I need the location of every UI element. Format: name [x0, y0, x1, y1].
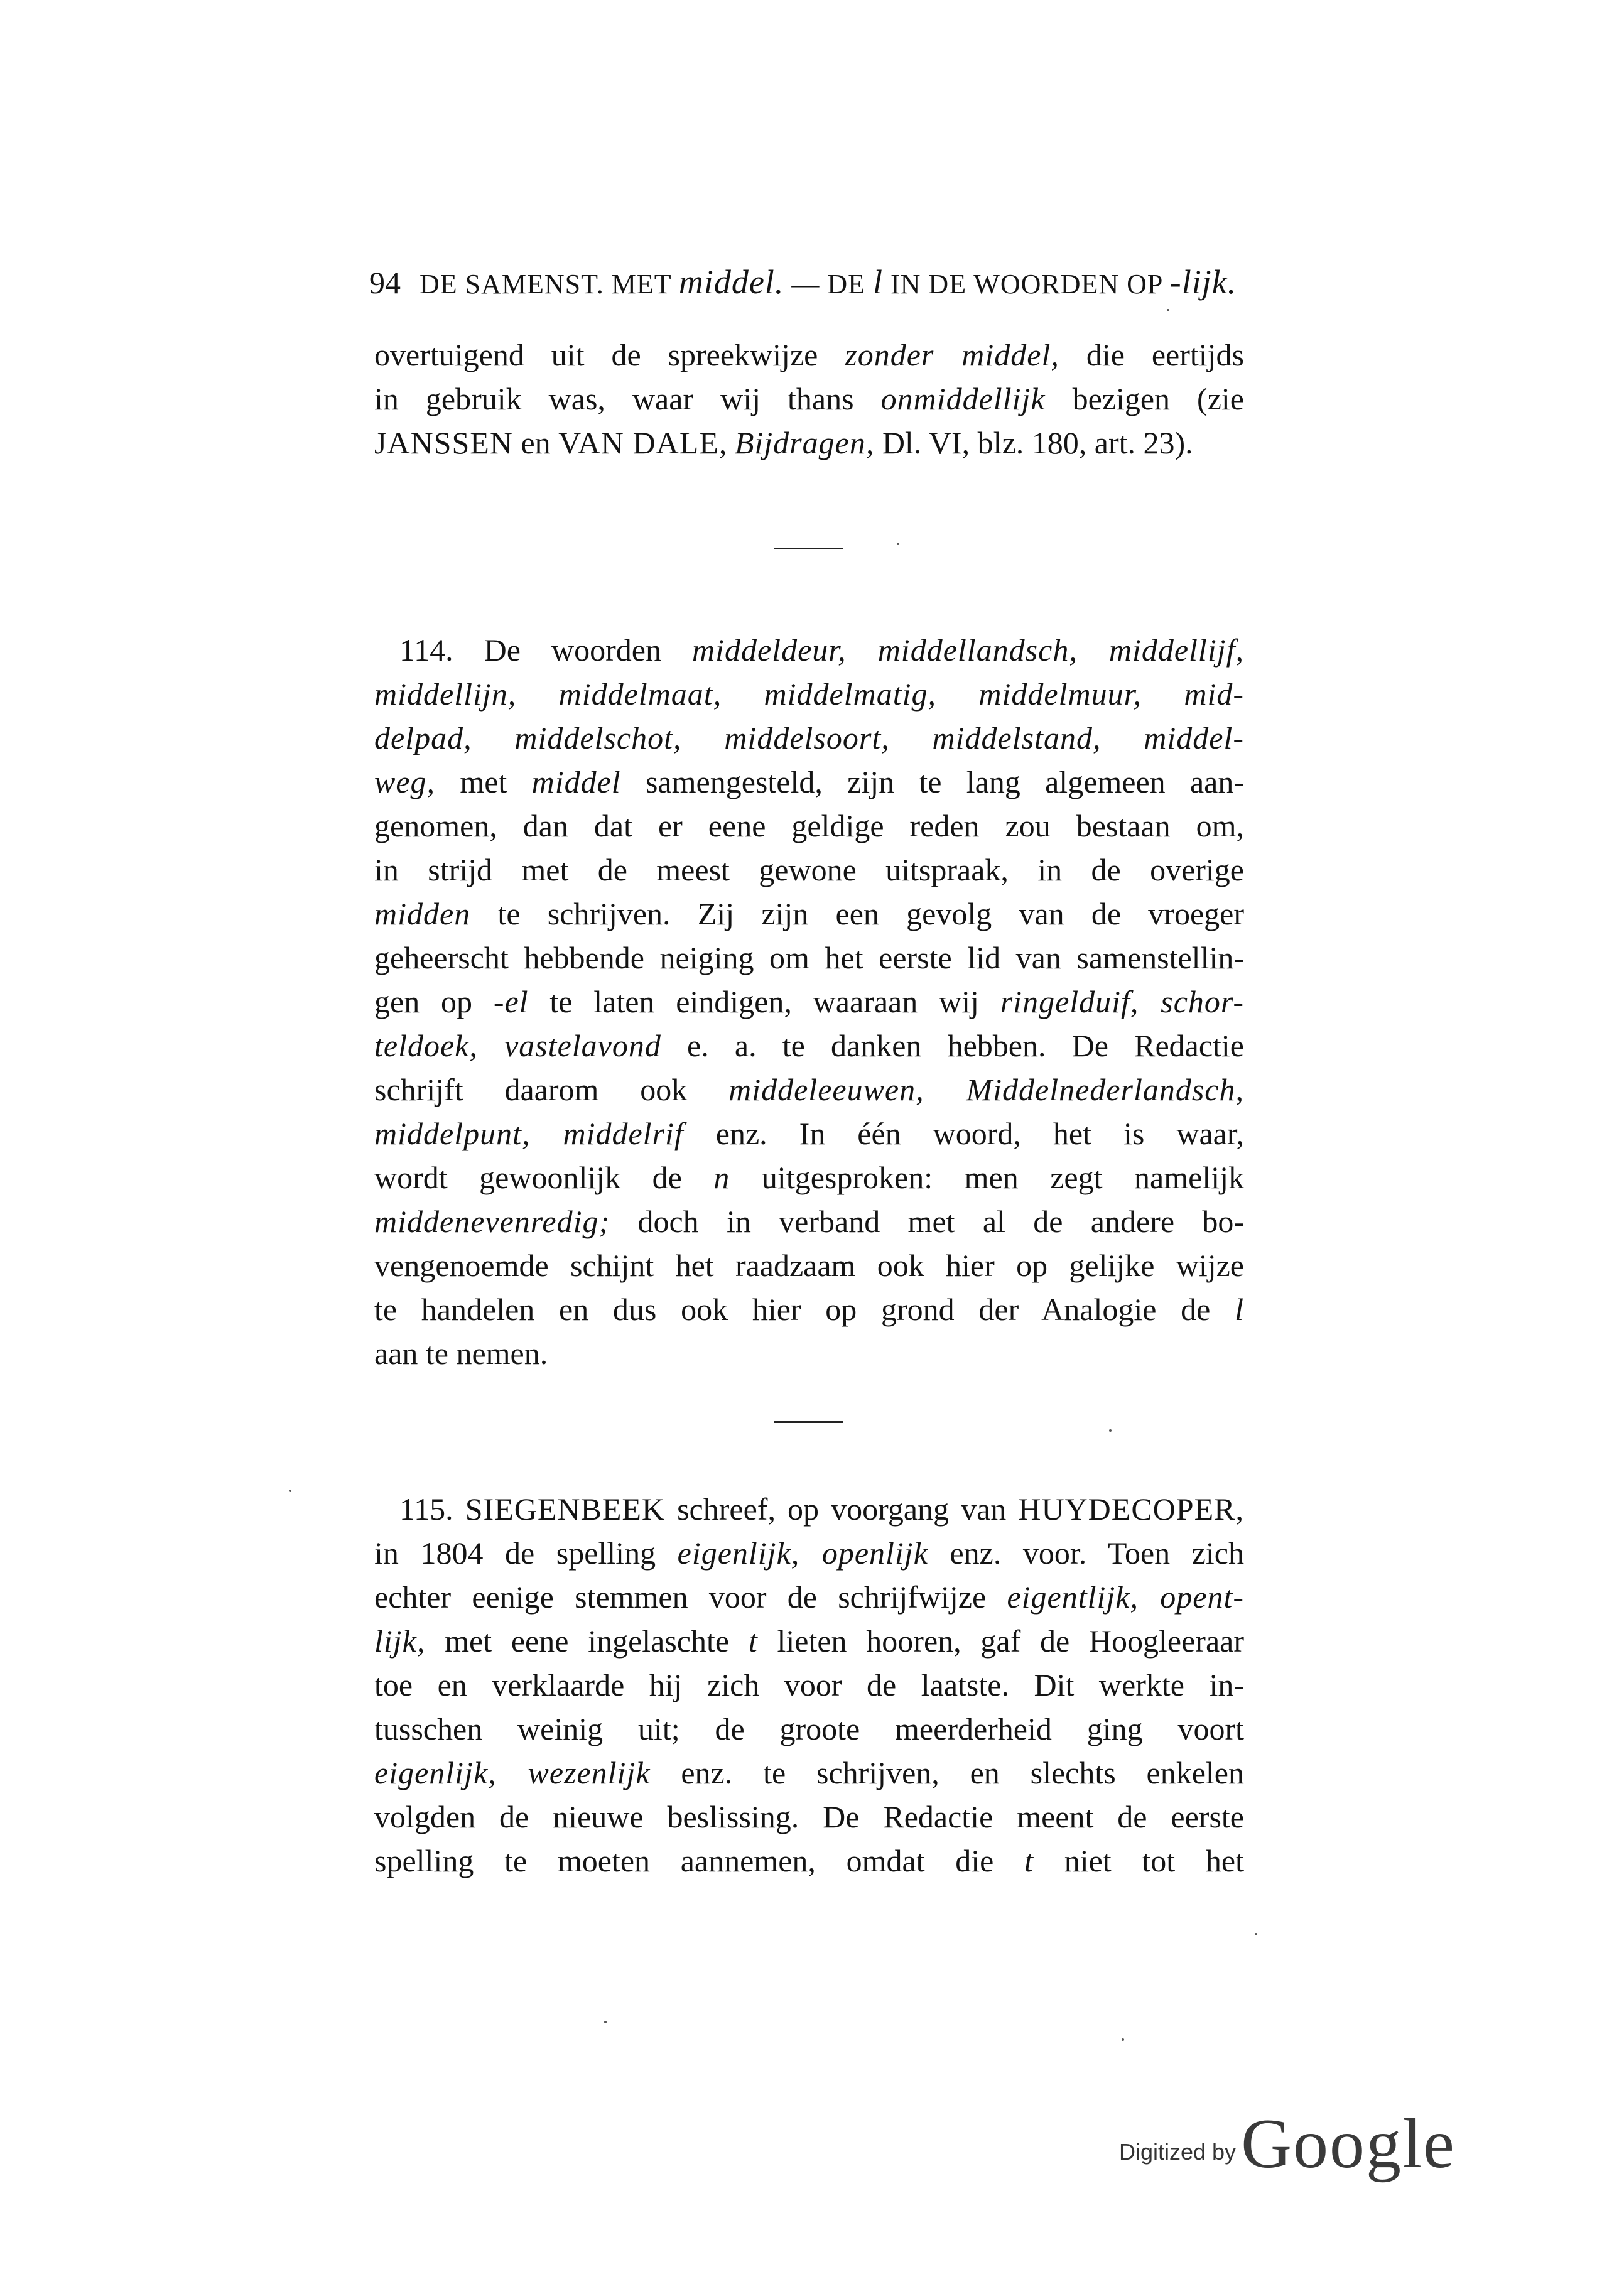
text-line: in gebruik was, waar wij thans onmiddellijk bezigen (zie: [374, 381, 1244, 416]
text-line: aan te nemen.: [374, 1336, 548, 1371]
text-line: vengenoemde schijnt het raadzaam ook hier op gelijke wijze: [374, 1248, 1244, 1283]
text-line: spelling te moeten aannemen, omdat die t niet tot het: [374, 1843, 1244, 1878]
text-line: geheerscht hebbende neiging om het eerste lid van samenstellin-: [374, 940, 1244, 975]
text-line: 114. De woorden middeldeur, middellandsch, middellijf,: [399, 632, 1245, 668]
scan-speck: [289, 1490, 291, 1492]
text-line: genomen, dan dat er eene geldige reden zou bestaan om,: [374, 808, 1244, 843]
text-line: lijk, met eene ingelaschte t lieten hooren, gaf de Hoogleeraar: [374, 1623, 1244, 1659]
text-line: tusschen weinig uit; de groote meerderheid ging voort: [374, 1711, 1244, 1746]
section-divider: [774, 1421, 843, 1423]
google-logo: Google: [1241, 2105, 1456, 2183]
section-115: [374, 1487, 1244, 1883]
text-line: midden te schrijven. Zij zijn een gevolg van de vroeger: [374, 896, 1244, 931]
text-line: schrijft daarom ook middeleeuwen, Middelnederlandsch,: [374, 1072, 1244, 1107]
text-line: middenevenredig; doch in verband met al de andere bo-: [374, 1204, 1244, 1239]
page-number: 94: [369, 265, 401, 300]
text-line: weg, met middel samengesteld, zijn te lang algemeen aan-: [374, 764, 1244, 799]
text-line: te handelen en dus ook hier op grond der Analogie de l: [374, 1292, 1244, 1327]
scan-speck: [604, 2021, 607, 2023]
scan-speck: [1109, 1429, 1112, 1432]
text-line: gen op -el te laten eindigen, waaraan wij ringelduif, schor-: [374, 984, 1244, 1019]
digitized-by-google-watermark: Digitized byGoogle: [1119, 2105, 1456, 2183]
text-line: eigenlijk, wezenlijk enz. te schrijven, en slechts enkelen: [374, 1755, 1244, 1790]
text-line: overtuigend uit de spreekwijze zonder middel, die eertijds: [374, 337, 1244, 372]
text-line: teldoek, vastelavond e. a. te danken hebben. De Redactie: [374, 1028, 1244, 1063]
text-line: delpad, middelschot, middelsoort, middelstand, middel-: [374, 720, 1244, 755]
scan-speck: [897, 543, 899, 545]
scan-speck: [1255, 1933, 1257, 1935]
text-line: in 1804 de spelling eigenlijk, openlijk enz. voor. Toen zich: [374, 1535, 1244, 1571]
text-line: 115. SIEGENBEEK schreef, op voorgang van HUYDECOPER,: [399, 1491, 1244, 1527]
scan-speck: [1122, 2038, 1124, 2041]
running-header: 94 DE SAMENST. MET middel. — DE l IN DE WOORDEN OP -lijk.: [369, 263, 1237, 301]
text-line: echter eenige stemmen voor de schrijfwijze eigentlijk, opent-: [374, 1579, 1244, 1615]
text-line: middelpunt, middelrif enz. In één woord, het is waar,: [374, 1116, 1244, 1151]
text-line: in strijd met de meest gewone uitspraak, in de overige: [374, 852, 1244, 887]
text-line: JANSSEN en VAN DALE, Bijdragen, Dl. VI, blz. 180, art. 23).: [374, 425, 1193, 460]
section-divider: [774, 548, 843, 549]
text-line: toe en verklaarde hij zich voor de laatste. Dit werkte in-: [374, 1667, 1244, 1702]
text-line: wordt gewoonlijk de n uitgesproken: men zegt namelijk: [374, 1160, 1244, 1195]
text-line: middellijn, middelmaat, middelmatig, middelmuur, mid-: [374, 676, 1244, 712]
section-114: [374, 628, 1244, 1375]
text-line: volgden de nieuwe beslissing. De Redactie meent de eerste: [374, 1799, 1244, 1834]
scan-speck: [1167, 309, 1169, 311]
intro-paragraph: [374, 333, 1244, 465]
